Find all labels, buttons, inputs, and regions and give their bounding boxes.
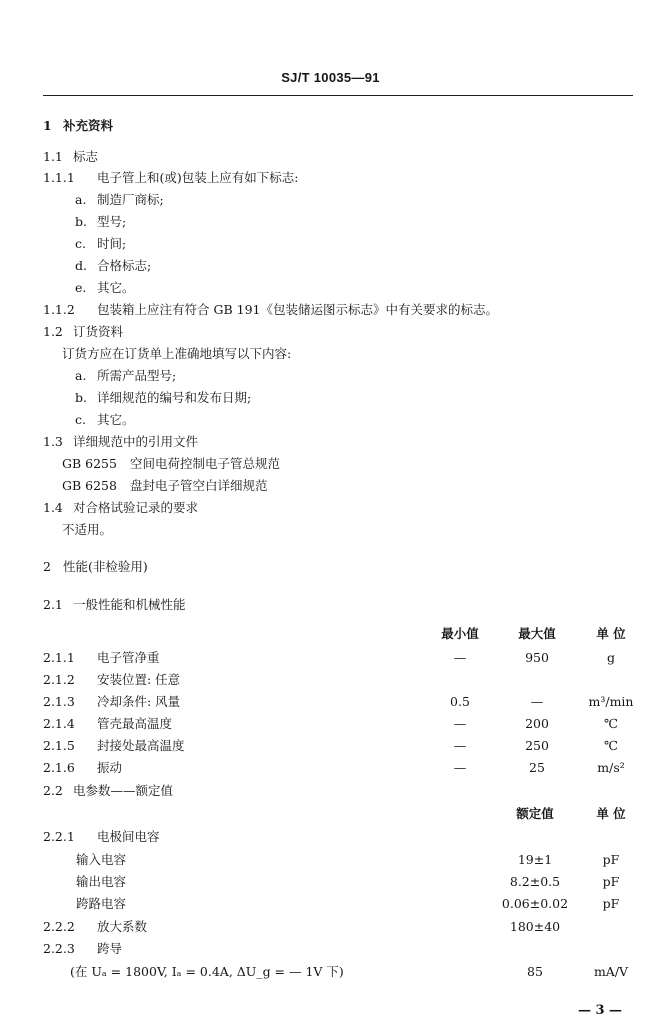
table-row-label: 2.1.4 管壳最高温度 [43, 716, 173, 731]
column-header-max: 最大值 [518, 626, 556, 641]
clause-number: 2.1 [43, 597, 63, 612]
section-number: 2 [43, 559, 51, 574]
list-item: c. 其它。 [75, 412, 135, 427]
clause-title: 一般性能和机械性能 [73, 597, 186, 612]
table-cell-max: 25 [529, 760, 545, 775]
table-cell-min: — [453, 738, 467, 753]
column-header-unit: 单 位 [596, 806, 626, 821]
table-cell-min: — [453, 650, 467, 665]
clause-1-4 [43, 500, 198, 516]
section-title: 补充资料 [63, 118, 114, 133]
clause-number: 1.1.2 [43, 302, 75, 317]
table-row-label: 输入电容 [76, 852, 127, 867]
list-item: c. 时间; [75, 236, 127, 251]
section-1-heading [43, 118, 113, 134]
clause-number: 2.2.3 [43, 941, 75, 956]
table-cell-value: 0.06±0.02 [501, 896, 569, 911]
reference-item: GB 6258 盘封电子管空白详细规范 [62, 478, 268, 493]
clause-2-2-2 [43, 919, 147, 935]
condition-text: (在 Uₐ = 1800V, Iₐ = 0.4A, ΔU_g = — 1V 下) [70, 964, 344, 979]
clause-number: 2.2.2 [43, 919, 75, 934]
table-cell-min: 0.5 [450, 694, 470, 709]
table-cell-unit: pF [602, 874, 620, 889]
table-row-label: 2.1.2 安装位置: 任意 [43, 672, 181, 687]
table-row-label: 2.1.6 振动 [43, 760, 123, 775]
table-cell-value: 180±40 [509, 919, 561, 934]
table-cell-max: — [530, 694, 544, 709]
clause-number: 2.2.1 [43, 829, 75, 844]
table-row-label: 输出电容 [76, 874, 127, 889]
section-number: 1 [43, 118, 52, 133]
table-row-label: 跨路电容 [76, 896, 127, 911]
reference-item: GB 6255 空间电荷控制电子管总规范 [62, 456, 281, 471]
table-cell-min: — [453, 760, 467, 775]
clause-title: 订货资料 [73, 324, 124, 339]
table-cell-unit: g [606, 650, 615, 665]
column-header-unit: 单 位 [596, 626, 626, 641]
table-cell-unit: mA/V [593, 964, 629, 979]
clause-text: 不适用。 [62, 522, 113, 537]
clause-title: 标志 [73, 149, 99, 164]
clause-number: 1.4 [43, 500, 63, 515]
table-cell-value: 85 [527, 964, 543, 979]
table-cell-unit: ℃ [604, 716, 618, 731]
clause-1-3 [43, 434, 198, 450]
table-cell-min: — [453, 716, 467, 731]
clause-2-2 [43, 783, 173, 799]
table-cell-value: 8.2±0.5 [509, 874, 561, 889]
table-cell-unit: m³/min [588, 694, 634, 709]
clause-1-1 [43, 149, 98, 165]
page-number: — 3 — [577, 1003, 623, 1018]
column-header-rated: 额定值 [516, 806, 554, 821]
clause-title: 电参数——额定值 [73, 783, 174, 798]
table-cell-max: 200 [525, 716, 549, 731]
clause-1-1-1 [43, 170, 298, 186]
standard-code: SJ/T 10035—91 [281, 70, 380, 85]
clause-1-2 [43, 324, 123, 340]
clause-title: 电极间电容 [97, 829, 160, 844]
clause-text: 包装箱上应注有符合 GB 191《包装储运图示标志》中有关要求的标志。 [97, 302, 498, 317]
clause-title: 放大系数 [97, 919, 148, 934]
clause-title: 跨导 [97, 941, 123, 956]
clause-number: 1.1 [43, 149, 63, 164]
table-cell-value: 19±1 [517, 852, 553, 867]
clause-number: 1.2 [43, 324, 63, 339]
table-row-label: 2.1.1 电子管净重 [43, 650, 160, 665]
clause-text: 电子管上和(或)包装上应有如下标志: [97, 170, 299, 185]
list-item: a. 所需产品型号; [75, 368, 177, 383]
clause-number: 1.1.1 [43, 170, 75, 185]
section-title: 性能(非检验用) [63, 559, 148, 574]
table-cell-unit: pF [602, 896, 620, 911]
table-cell-unit: pF [602, 852, 620, 867]
list-item: a. 制造厂商标; [75, 192, 164, 207]
list-item: b. 详细规范的编号和发布日期; [75, 390, 252, 405]
column-header-min: 最小值 [441, 626, 479, 641]
table-cell-max: 950 [525, 650, 549, 665]
table-cell-unit: ℃ [604, 738, 618, 753]
clause-title: 对合格试验记录的要求 [73, 500, 199, 515]
list-item: b. 型号; [75, 214, 127, 229]
table-cell-max: 250 [525, 738, 549, 753]
clause-text: 订货方应在订货单上准确地填写以下内容: [62, 346, 292, 361]
table-cell-unit: m/s² [597, 760, 625, 775]
clause-2-1 [43, 597, 186, 613]
clause-title: 详细规范中的引用文件 [73, 434, 199, 449]
table-row-label: 2.1.5 封接处最高温度 [43, 738, 185, 753]
clause-number: 2.2 [43, 783, 63, 798]
list-item: d. 合格标志; [75, 258, 152, 273]
clause-2-2-3 [43, 941, 122, 957]
clause-number: 1.3 [43, 434, 63, 449]
section-2-heading [43, 559, 148, 575]
list-item: e. 其它。 [75, 280, 135, 295]
table-row-label: 2.1.3 冷却条件: 风量 [43, 694, 181, 709]
header-rule [43, 95, 633, 96]
clause-2-2-1 [43, 829, 160, 845]
clause-1-1-2 [43, 302, 498, 318]
